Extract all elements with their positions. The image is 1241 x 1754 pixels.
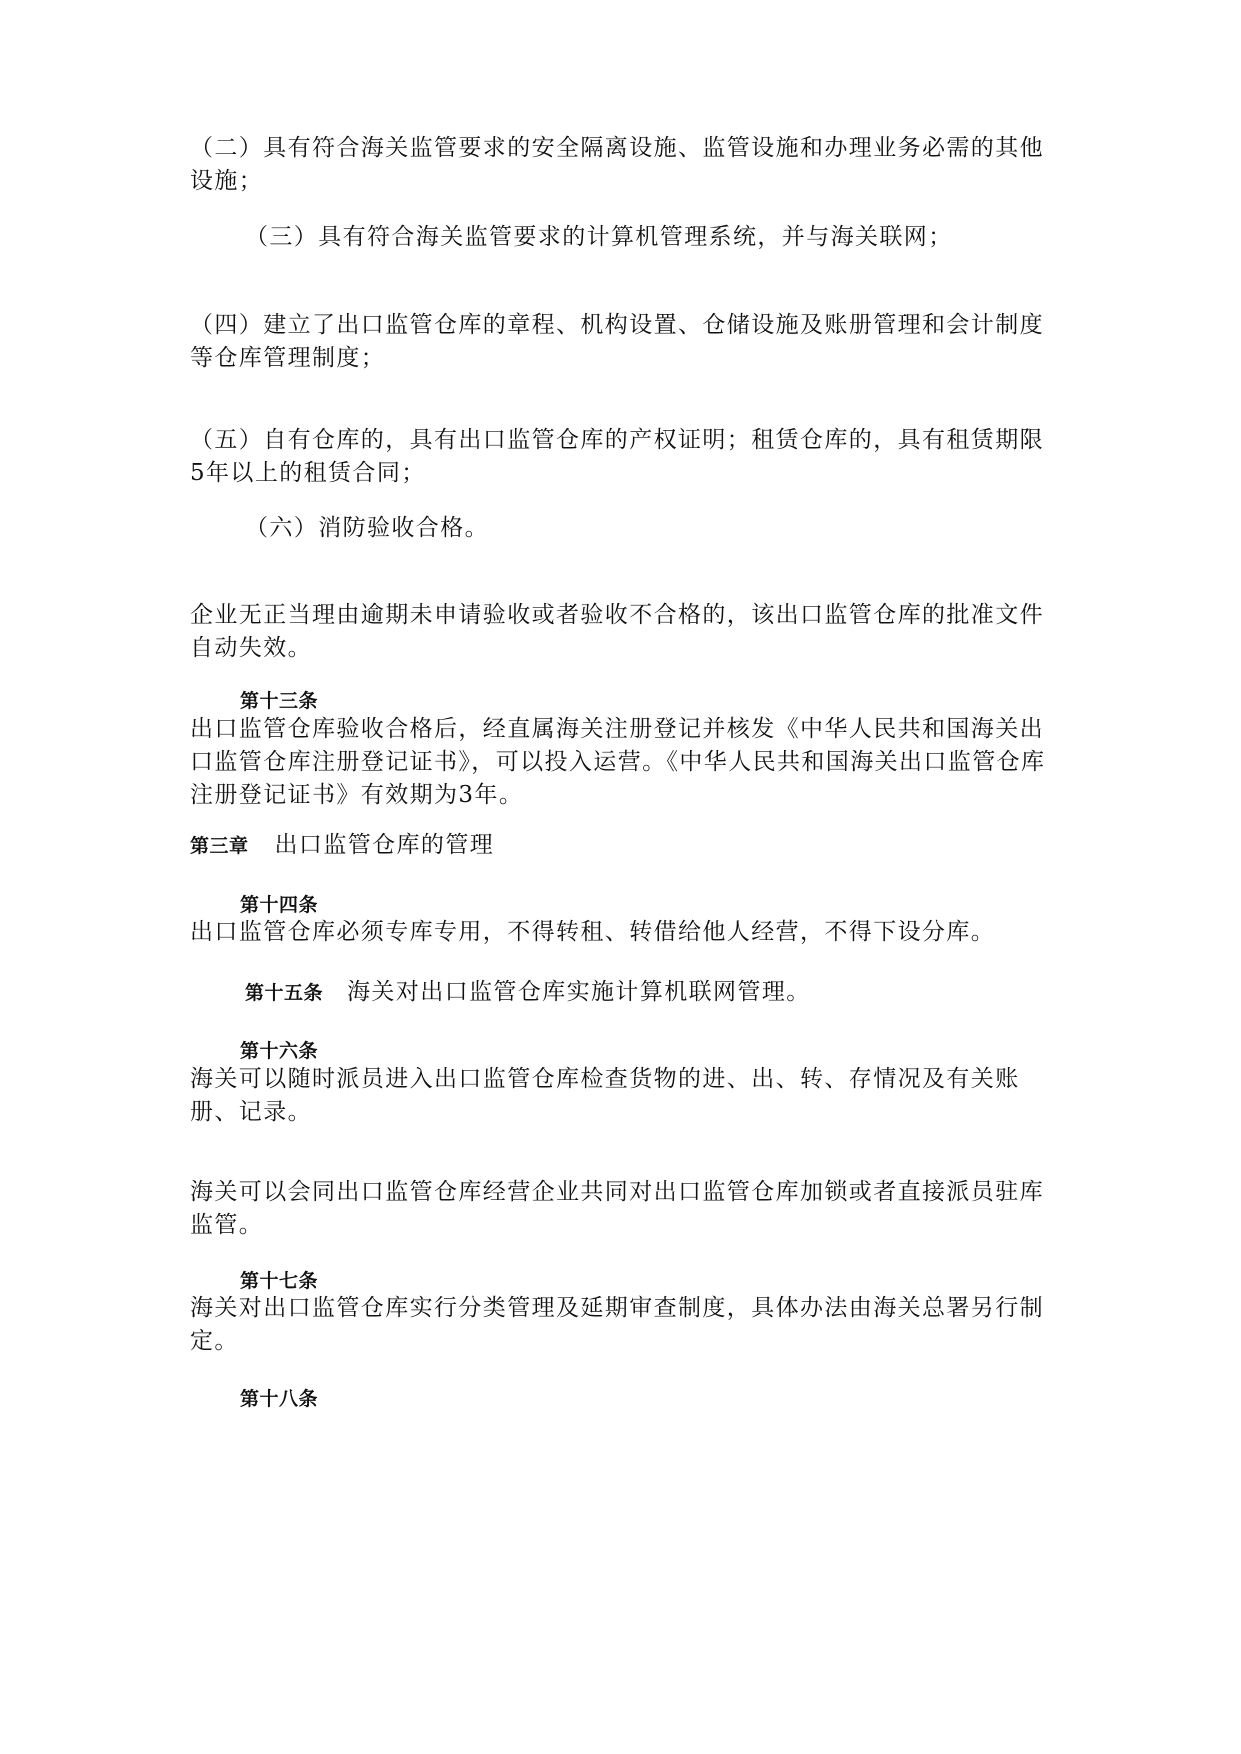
article-15-line (245, 976, 1050, 1010)
article-14-text: 出口监管仓库必须专库专用，不得转租、转借给他人经营，不得下设分库。 (190, 919, 996, 945)
clause-two-paragraph: （二）具有符合海关监管要求的安全隔离设施、监管设施和办理业务必需的其他设施； (190, 135, 1044, 194)
article-13-heading: 第十三条 (240, 690, 319, 712)
article-15-heading: 第十五条 (245, 982, 324, 1004)
article-16-text-second: 海关可以会同出口监管仓库经营企业共同对出口监管仓库加锁或者直接派员驻库监管。 (190, 1179, 1044, 1238)
clause-five-paragraph: （五）自有仓库的，具有出口监管仓库的产权证明；租赁仓库的，具有租赁期限5年以上的租赁合同； (190, 427, 1044, 486)
article-17-heading: 第十七条 (240, 1270, 319, 1292)
article-18-heading: 第十八条 (240, 1388, 319, 1410)
clause-four-paragraph: （四）建立了出口监管仓库的章程、机构设置、仓储设施及账册管理和会计制度等仓库管理制度； (190, 312, 1044, 371)
chapter-3-title: 出口监管仓库的管理 (274, 832, 495, 858)
article-15-text: 海关对出口监管仓库实施计算机联网管理。 (347, 979, 811, 1005)
article-14-heading: 第十四条 (240, 894, 319, 916)
article-16-heading: 第十六条 (240, 1040, 319, 1062)
clause-six-paragraph: （六）消防验收合格。 (245, 515, 489, 541)
invalidation-paragraph: 企业无正当理由逾期未申请验收或者验收不合格的，该出口监管仓库的批准文件自动失效。 (190, 602, 1044, 661)
clause-three-paragraph: （三）具有符合海关监管要求的计算机管理系统，并与海关联网； (245, 224, 953, 250)
chapter-3-label: 第三章 (190, 835, 249, 857)
article-17-text: 海关对出口监管仓库实行分类管理及延期审查制度，具体办法由海关总署另行制定。 (190, 1295, 1044, 1354)
article-16-text: 海关可以随时派员进入出口监管仓库检查货物的进、出、转、存情况及有关账册、记录。 (190, 1066, 1020, 1125)
chapter-3-heading (190, 829, 1050, 863)
article-13-text: 出口监管仓库验收合格后，经直属海关注册登记并核发《中华人民共和国海关出口监管仓库注册登记证书》，可以投入运营。《中华人民共和国海关出口监管仓库注册登记证书》有效期为3年。 (190, 716, 1046, 808)
